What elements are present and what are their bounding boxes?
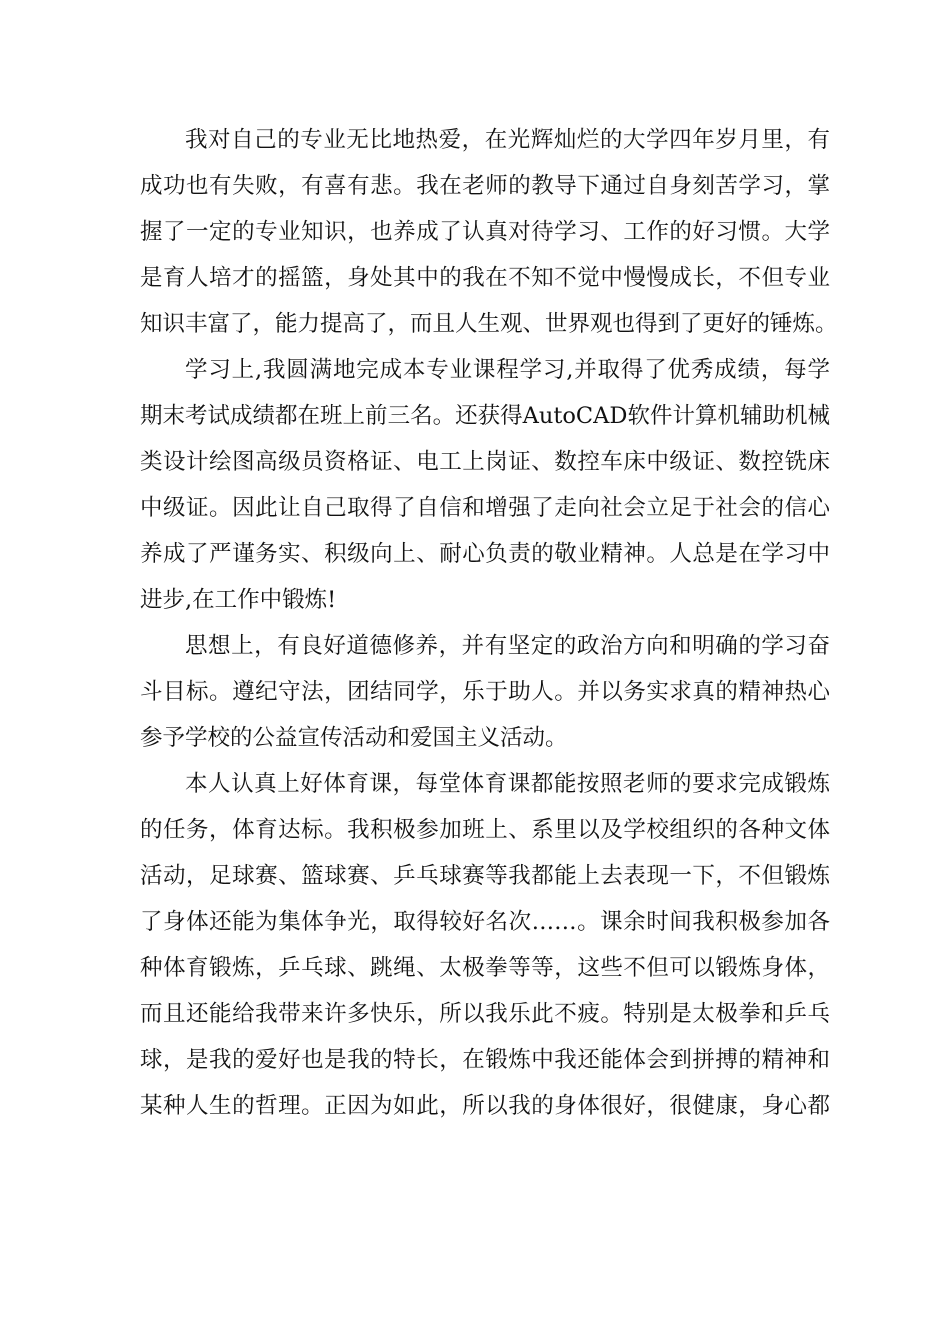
paragraph-line: 握了一定的专业知识，也养成了认真对待学习、工作的好习惯。大学 <box>140 219 830 245</box>
paragraph-line: 期末考试成绩都在班上前三名。还获得AutoCAD软件计算机辅助机械 <box>140 403 830 429</box>
paragraph-line: 而且还能给我带来许多快乐，所以我乐此不疲。特别是太极拳和乒乓 <box>140 1001 830 1027</box>
paragraph-line: 球，是我的爱好也是我的特长，在锻炼中我还能体会到拼搏的精神和 <box>140 1047 830 1073</box>
paragraph-line: 本人认真上好体育课，每堂体育课都能按照老师的要求完成锻炼 <box>185 771 830 797</box>
paragraph-line: 某种人生的哲理。正因为如此，所以我的身体很好，很健康，身心都 <box>140 1093 830 1119</box>
paragraph-line: 思想上，有良好道德修养，并有坚定的政治方向和明确的学习奋 <box>185 633 830 659</box>
paragraph-line: 进步,在工作中锻炼! <box>140 587 337 613</box>
paragraph-line: 中级证。因此让自己取得了自信和增强了走向社会立足于社会的信心 <box>140 495 830 521</box>
paragraph-line: 了身体还能为集体争光，取得较好名次……。课余时间我积极参加各 <box>140 909 830 935</box>
paragraph-line: 我对自己的专业无比地热爱，在光辉灿烂的大学四年岁月里，有 <box>185 127 830 153</box>
paragraph-line: 参予学校的公益宣传活动和爱国主义活动。 <box>140 725 568 751</box>
paragraph-line: 养成了严谨务实、积级向上、耐心负责的敬业精神。人总是在学习中 <box>140 541 830 567</box>
paragraph-line: 成功也有失败，有喜有悲。我在老师的教导下通过自身刻苦学习，掌 <box>140 173 830 199</box>
paragraph-line: 种体育锻炼，乒乓球、跳绳、太极拳等等，这些不但可以锻炼身体， <box>140 955 830 981</box>
paragraph-line: 的任务，体育达标。我积极参加班上、系里以及学校组织的各种文体 <box>140 817 830 843</box>
paragraph-line: 斗目标。遵纪守法，团结同学，乐于助人。并以务实求真的精神热心 <box>140 679 830 705</box>
paragraph-line: 学习上,我圆满地完成本专业课程学习,并取得了优秀成绩，每学 <box>185 357 830 383</box>
paragraph-line: 类设计绘图高级员资格证、电工上岗证、数控车床中级证、数控铣床 <box>140 449 830 475</box>
paragraph-line: 是育人培才的摇篮，身处其中的我在不知不觉中慢慢成长，不但专业 <box>140 265 830 291</box>
paragraph-line: 知识丰富了，能力提高了，而且人生观、世界观也得到了更好的锤炼。 <box>140 311 838 337</box>
paragraph-line: 活动，足球赛、篮球赛、乒乓球赛等我都能上去表现一下，不但锻炼 <box>140 863 830 889</box>
